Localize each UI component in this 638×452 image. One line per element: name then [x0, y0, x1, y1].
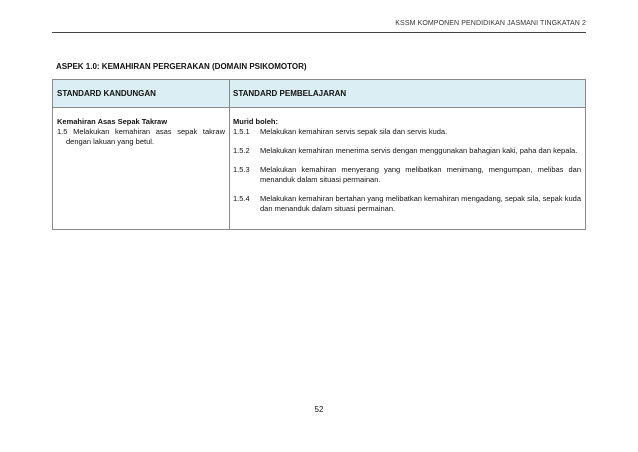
header-content-standard: STANDARD KANDUNGAN	[57, 89, 156, 98]
page-number: 52	[314, 405, 324, 414]
item-text: Melakukan kemahiran menerima servis dengan menggunakan bahagian kaki, paha dan kepala.	[260, 146, 578, 155]
column-divider	[229, 80, 230, 229]
standards-table	[52, 79, 586, 230]
item-text: Melakukan kemahiran servis sepak sila dan servis kuda.	[260, 127, 448, 136]
learning-standard-item	[233, 194, 581, 214]
content-standard-cell	[57, 117, 225, 147]
table-header-row	[53, 80, 585, 108]
item-number: 1.5.2	[233, 146, 250, 155]
item-number: 1.5.4	[233, 194, 250, 203]
learning-standard-cell	[233, 117, 581, 223]
page-header: KSSM KOMPONEN PENDIDIKAN JASMANI TINGKATAN 2	[395, 20, 586, 27]
aspect-title: ASPEK 1.0: KEMAHIRAN PERGERAKAN (DOMAIN PSIKOMOTOR)	[56, 62, 307, 71]
item-number: 1.5.3	[233, 165, 250, 174]
content-standard-title: Kemahiran Asas Sepak Takraw	[57, 117, 168, 126]
header-learning-standard: STANDARD PEMBELAJARAN	[233, 89, 347, 98]
header-rule	[52, 32, 586, 33]
learning-standard-item	[233, 165, 581, 185]
item-number: 1.5.1	[233, 127, 250, 136]
learning-standard-item	[233, 127, 581, 137]
learning-standard-intro: Murid boleh:	[233, 117, 278, 126]
content-standard-item: 1.5 Melakukan kemahiran asas sepak takraw dengan lakuan yang betul.	[57, 127, 225, 146]
learning-standard-item	[233, 146, 581, 156]
item-text: Melakukan kemahiran bertahan yang melibatkan kemahiran mengadang, sepak sila, sepak kuda dan menanduk dalam situasi permainan.	[260, 194, 581, 213]
item-text: Melakukan kemahiran menyerang yang melibatkan menimang, mengumpan, melibas dan menanduk dalam situasi permainan.	[260, 165, 581, 184]
